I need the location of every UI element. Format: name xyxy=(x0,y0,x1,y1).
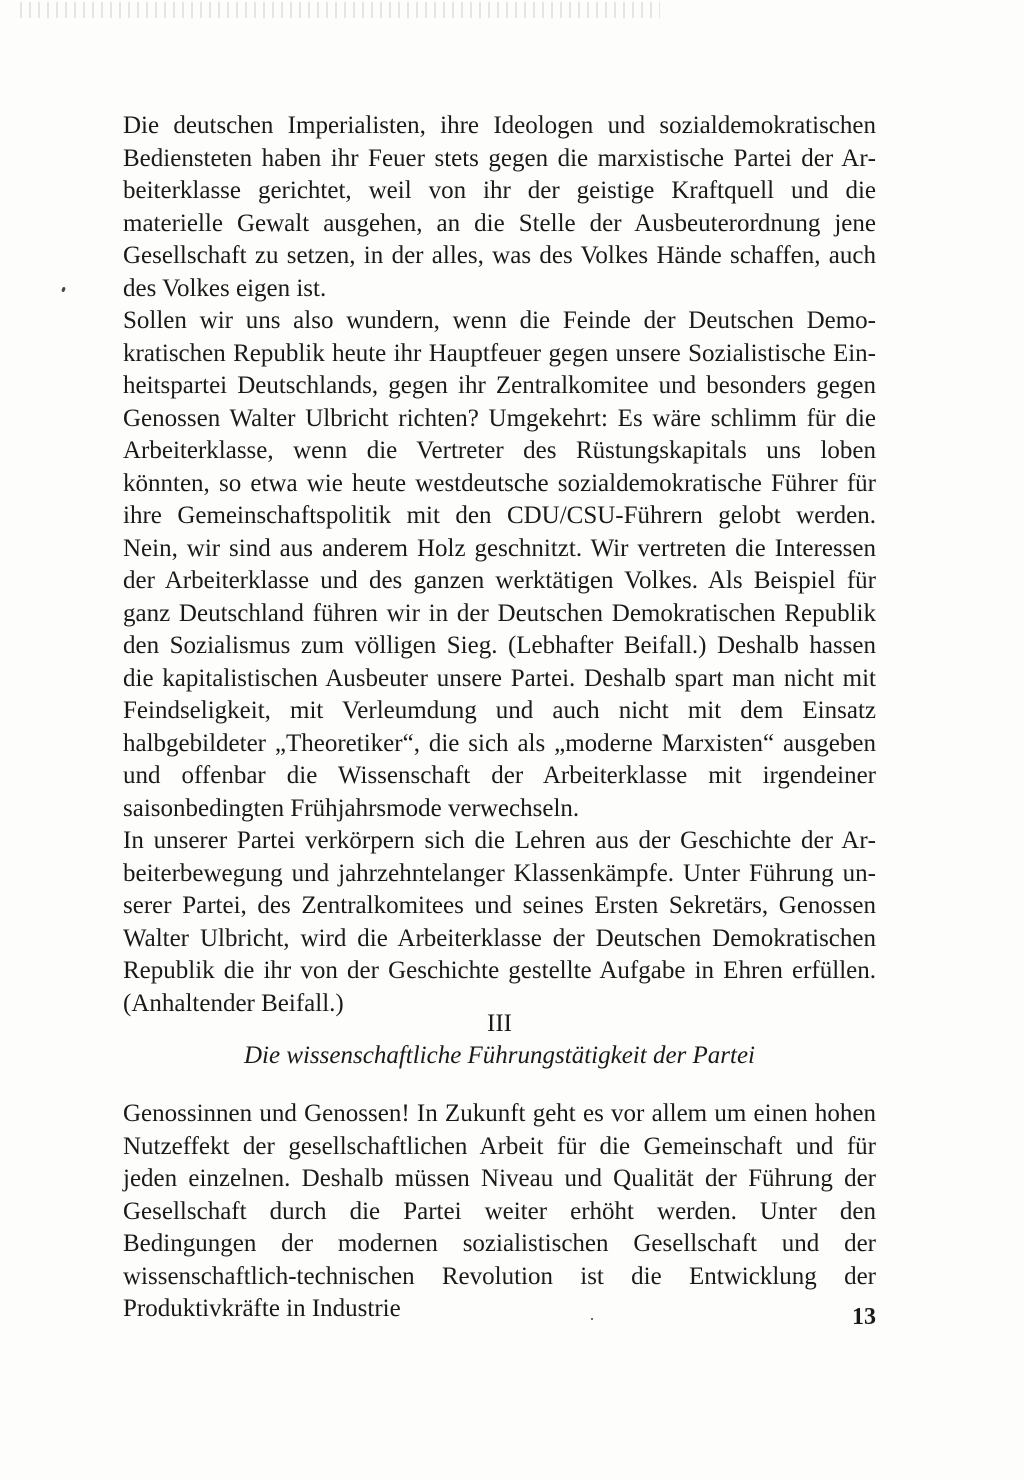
body-text-bottom xyxy=(123,1098,876,1326)
paragraph: Die deutschen Imperialisten, ihre Ideologen und sozialdemokratischen Bediensteten haben ihr Feuer stets gegen die marxistische Partei der Arbeiterklasse gerichtet, weil von ihr der geistige Kraftquell und die materielle Gewalt ausgehen, an die Stelle der Ausbeuterordnung jene Gesellschaft zu setzen, in der alles, was des Volkes Hände schaffen, auch des Volkes eigen ist. xyxy=(123,112,876,302)
body-text-top xyxy=(123,110,876,1020)
section-numeral: III xyxy=(487,1010,512,1037)
paragraph: Genossinnen und Genossen! In Zukunft geht es vor allem um einen hohen Nutzeffekt der gesellschaftlichen Arbeit für die Gemeinschaft und für jeden einzelnen. Deshalb müssen Niveau und Qualität der Führung der Gesellschaft durch die Partei weiter erhöht werden. Unter den Bedingungen der modernen sozialistischen Gesellschaft und der wissenschaftlich-technischen Revolution ist die Entwicklung der Produktivkräfte in Industrie xyxy=(123,1100,876,1322)
page-number: 13 xyxy=(852,1304,876,1330)
paragraph: In unserer Partei verkörpern sich die Lehren aus der Geschichte der Arbeiterbewegung und jahrzehntelanger Klassenkämpfe. Unter Führung unserer Partei, des Zentralkomitees und seines Ersten Sekretärs, Genossen Walter Ulbricht, wird die Arbeiterklasse der Deutschen Demokratischen Republik die ihr von der Geschichte gestellte Aufgabe in Ehren erfüllen. (Anhaltender Beifall.) xyxy=(123,827,876,1017)
scan-speck xyxy=(61,287,66,293)
paragraph: Sollen wir uns also wundern, wenn die Feinde der Deutschen Demokratischen Republik heute ihr Hauptfeuer gegen unsere Sozialistische Einheitspartei Deutschlands, gegen ihr Zentralkomitee und besonders gegen Genossen Walter Ulbricht richten? Umgekehrt: Es wäre schlimm für die Arbeiterklasse, wenn die Vertreter des Rüstungskapitals uns loben könnten, so etwa wie heute westdeutsche sozialdemokratische Führer für ihre Gemeinschaftspolitik mit den CDU/CSU-Führern gelobt werden. Nein, wir sind aus anderem Holz geschnitzt. Wir vertreten die Interessen der Arbeiterklasse und des ganzen werktätigen Volkes. Als Beispiel für ganz Deutschland führen wir in der Deutschen Demokratischen Republik den Sozialismus zum völligen Sieg. (Lebhafter Beifall.) Deshalb hassen die kapitalistischen Ausbeuter unsere Partei. Deshalb spart man nicht mit Feindseligkeit, mit Verleumdung und auch nicht mit dem Einsatz halbgebildeter „Theoretiker“, die sich als „moderne Marxisten“ ausgeben und offenbar die Wissenschaft der Arbeiterklasse mit irgendeiner saisonbedingten Frühjahrsmode verwechseln. xyxy=(123,307,876,822)
scan-artifact xyxy=(20,2,660,18)
section-title: Die wissenschaftliche Führungstätigkeit der Partei xyxy=(243,1042,756,1069)
